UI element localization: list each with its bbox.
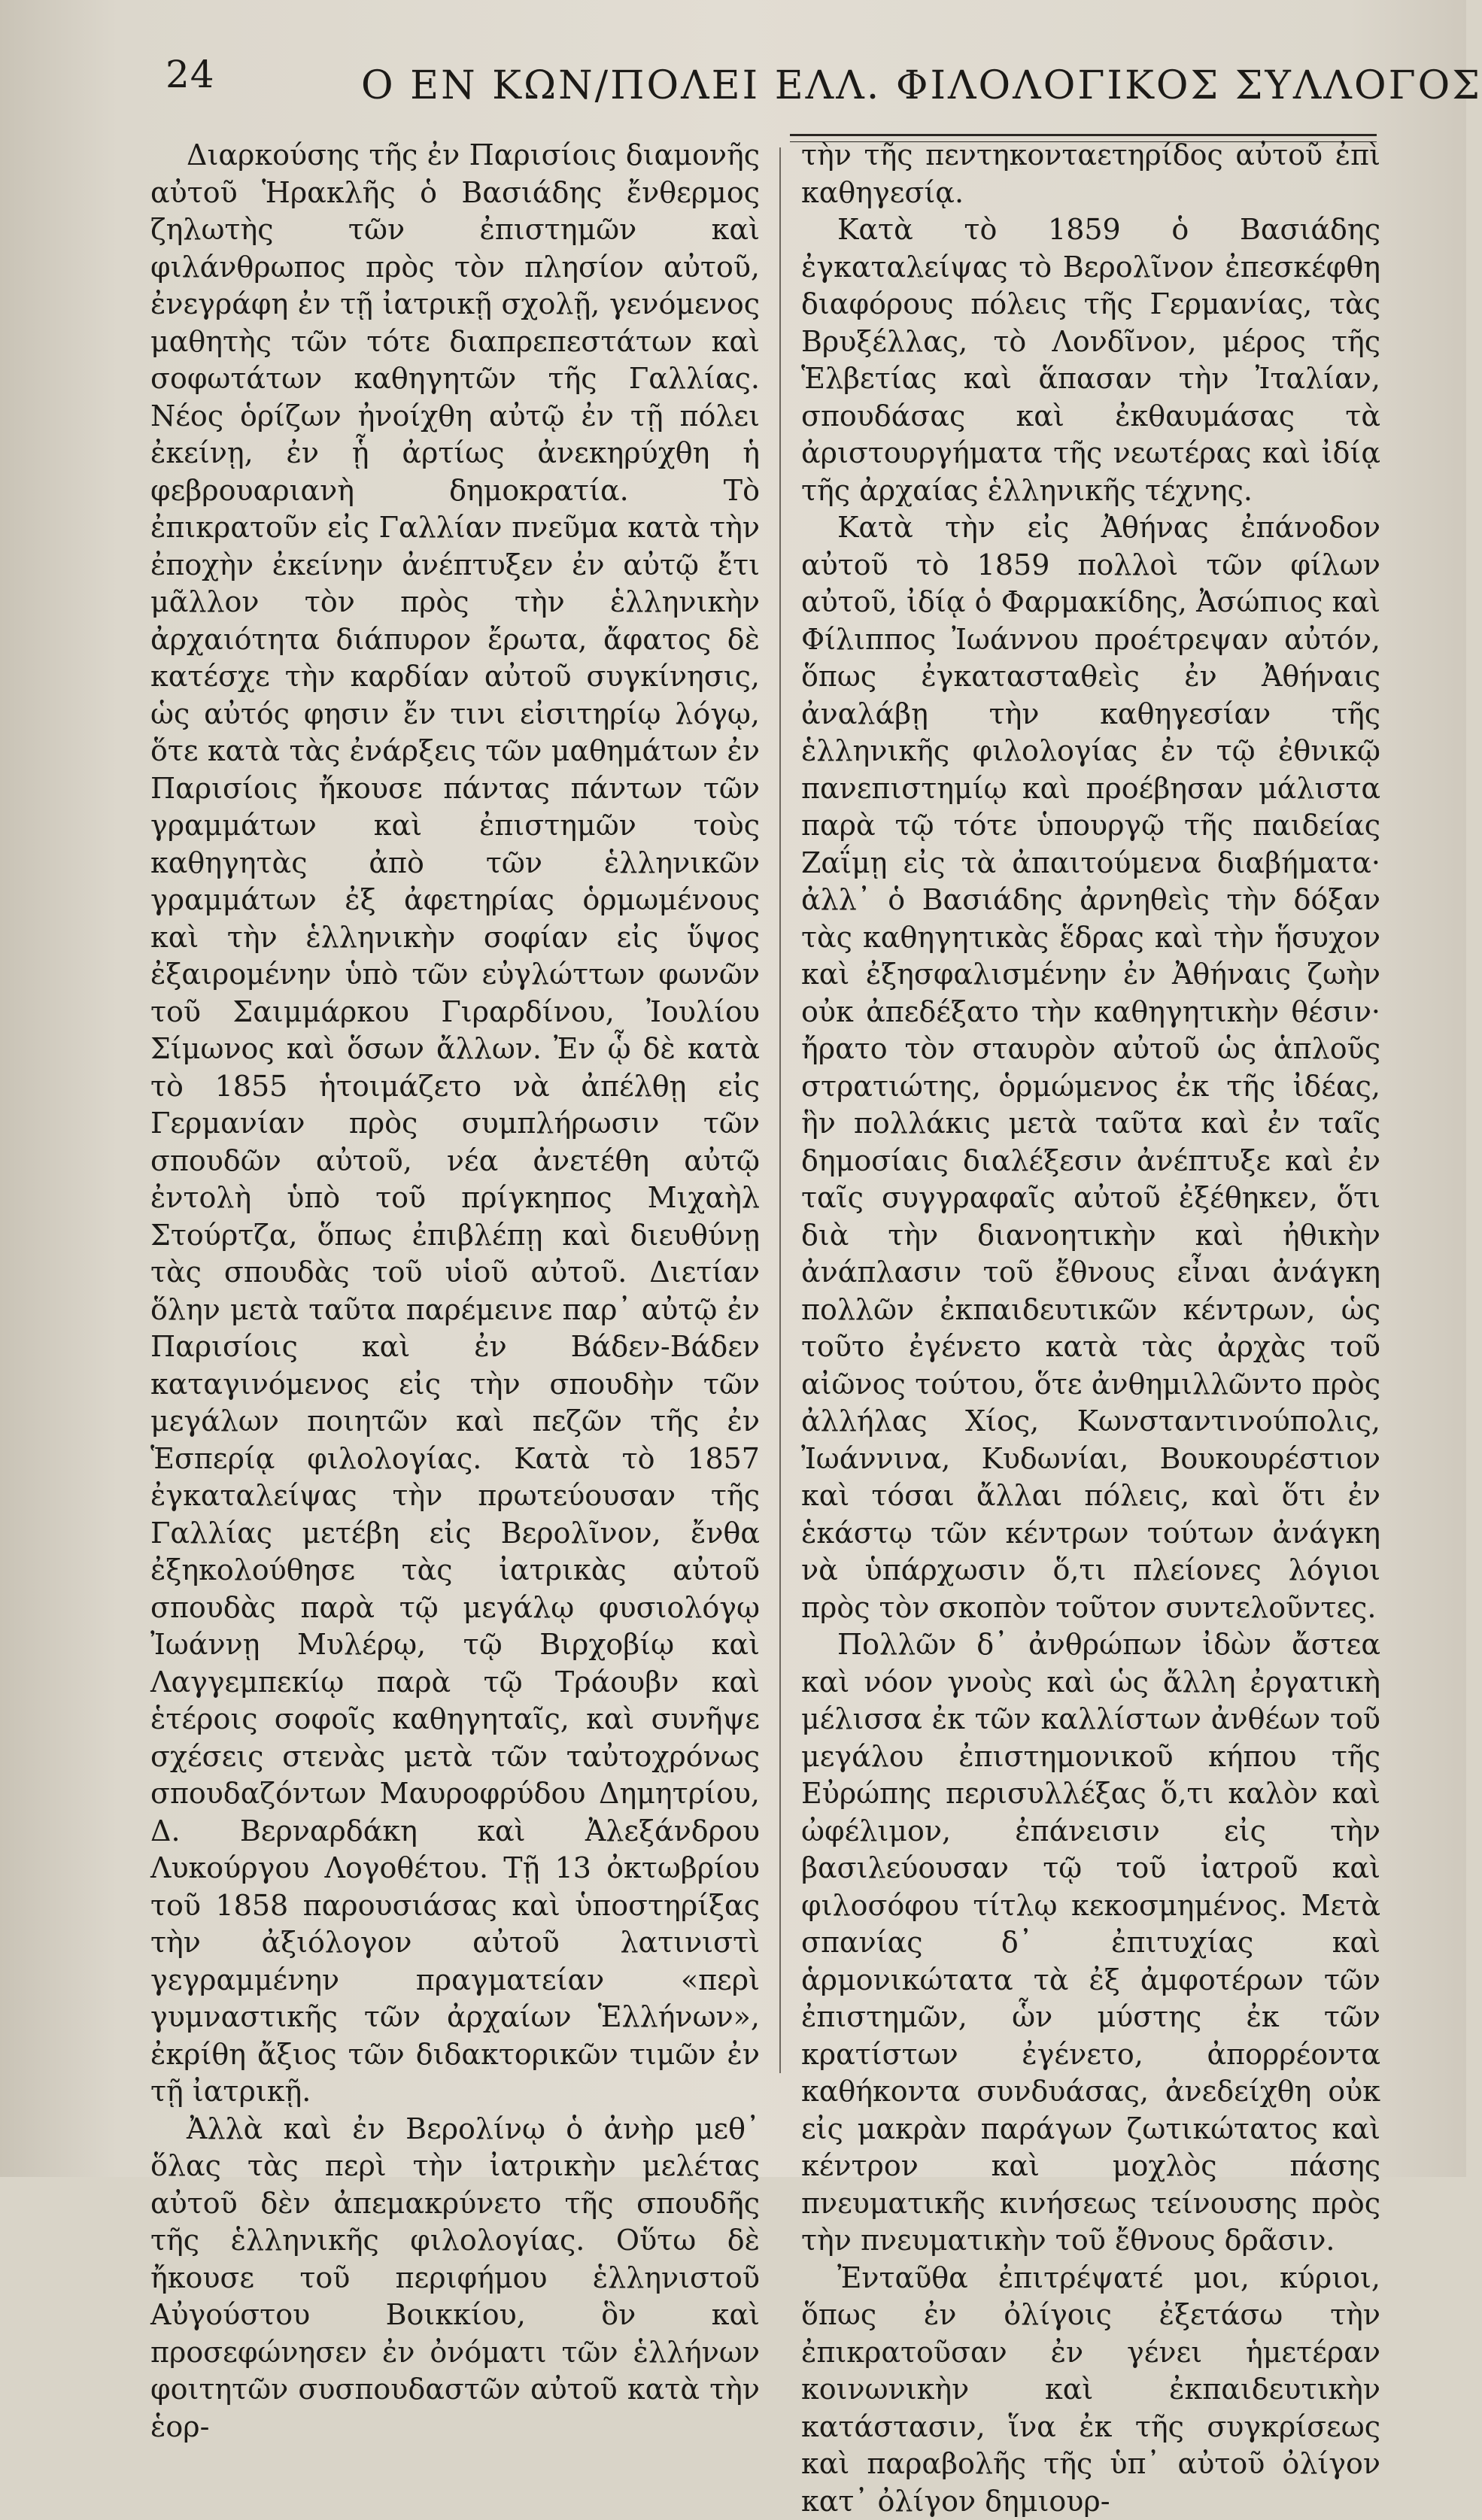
page-header	[150, 53, 1444, 120]
right-paragraph-5: Ἐνταῦθα ἐπιτρέψατέ μοι, κύριοι, ὅπως ἐν ὀλίγοις ἐξετάσω τὴν ἐπικρατοῦσαν ἐν γένει ἡμετέραν κοινωνικὴν καὶ ἐκπαιδευτικὴν κατάστασιν, ἵνα ἐκ τῆς συγκρίσεως καὶ παραβολῆς τῆς ὑπ᾿ αὐτοῦ ὀλίγον κατ᾿ ὀλίγον δημιουρ-	[801, 2260, 1380, 2520]
header-rule	[790, 134, 1377, 136]
left-paragraph-1: Διαρκούσης τῆς ἐν Παρισίοις διαμονῆς αὐτοῦ Ἡρακλῆς ὁ Βασιάδης ἔνθερμος ζηλωτὴς τῶν ἐπιστημῶν καὶ φιλάνθρωπος πρὸς τὸν πλησίον αὐτοῦ, ἐνεγράφη ἐν τῇ ἰατρικῇ σχολῇ, γενόμενος μαθητὴς τῶν τότε διαπρεπεστάτων καὶ σοφωτάτων καθηγητῶν τῆς Γαλλίας. Νέος ὁρίζων ἠνοίχθη αὐτῷ ἐν τῇ πόλει ἐκείνῃ, ἐν ᾗ ἀρτίως ἀνεκηρύχθη ἡ φεβρουαριανὴ δημοκρατία. Τὸ ἐπικρατοῦν εἰς Γαλλίαν πνεῦμα κατὰ τὴν ἐποχὴν ἐκείνην ἀνέπτυξεν ἐν αὐτῷ ἔτι μᾶλλον τὸν πρὸς τὴν ἑλληνικὴν ἀρχαιότητα διάπυρον ἔρωτα, ἄφατος δὲ κατέσχε τὴν καρδίαν αὐτοῦ συγκίνησις, ὡς αὐτός φησιν ἔν τινι εἰσιτηρίῳ λόγῳ, ὅτε κατὰ τὰς ἐνάρξεις τῶν μαθημάτων ἐν Παρισίοις ἤκουσε πάντας πάντων τῶν γραμμάτων καὶ ἐπιστημῶν τοὺς καθηγητὰς ἀπὸ τῶν ἑλληνικῶν γραμμάτων ἐξ ἀφετηρίας ὁρμωμένους καὶ τὴν ἑλληνικὴν σοφίαν εἰς ὕψος ἐξαιρομένην ὑπὸ τῶν εὐγλώττων φωνῶν τοῦ Σαιμμάρκου Γιραρδίνου, Ἰουλίου Σίμωνος καὶ ὅσων ἄλλων. Ἐν ᾧ δὲ κατὰ τὸ 1855 ἡτοιμάζετο νὰ ἀπέλθῃ εἰς Γερμανίαν πρὸς συμπλήρωσιν τῶν σπουδῶν αὐτοῦ, νέα ἀνετέθη αὐτῷ ἐντολὴ ὑπὸ τοῦ πρίγκηπος Μιχαὴλ Στούρτζα, ὅπως ἐπιβλέπῃ καὶ διευθύνῃ τὰς σπουδὰς τοῦ υἱοῦ αὐτοῦ. Διετίαν ὅλην μετὰ ταῦτα παρέμεινε παρ᾿ αὐτῷ ἐν Παρισίοις καὶ ἐν Βάδεν-Βάδεν καταγινόμενος εἰς τὴν σπουδὴν τῶν μεγάλων ποιητῶν καὶ πεζῶν τῆς ἐν Ἑσπερίᾳ φιλολογίας. Κατὰ τὸ 1857 ἐγκαταλείψας τὴν πρωτεύουσαν τῆς Γαλλίας μετέβη εἰς Βερολῖνον, ἔνθα ἐξηκολούθησε τὰς ἰατρικὰς αὐτοῦ σπουδὰς παρὰ τῷ μεγάλῳ φυσιολόγῳ Ἰωάννῃ Μυλέρῳ, τῷ Βιρχοβίῳ καὶ Λαγγεμπεκίῳ παρὰ τῷ Τράουβν καὶ ἑτέροις σοφοῖς καθηγηταῖς, καὶ συνῆψε σχέσεις στενὰς μετὰ τῶν ταὐτοχρόνως σπουδαζόντων Μαυροφρύδου Δημητρίου, Δ. Βερναρδάκη καὶ Ἀλεξάνδρου Λυκούργου Λογοθέτου. Τῇ 13 ὀκτωβρίου τοῦ 1858 παρουσιάσας καὶ ὑποστηρίξας τὴν ἀξιόλογον αὐτοῦ λατινιστὶ γεγραμμένην πραγματείαν «περὶ γυμναστικῆς τῶν ἀρχαίων Ἑλλήνων», ἐκρίθη ἄξιος τῶν διδακτορικῶν τιμῶν ἐν τῇ ἰατρικῇ.	[150, 137, 760, 2111]
right-column	[801, 137, 1380, 2520]
left-column	[150, 137, 760, 2446]
right-paragraph-3: Κατὰ τὴν εἰς Ἀθήνας ἐπάνοδον αὐτοῦ τὸ 1859 πολλοὶ τῶν φίλων αὐτοῦ, ἰδίᾳ ὁ Φαρμακίδης, Ἀσώπιος καὶ Φίλιππος Ἰωάννου προέτρεψαν αὐτόν, ὅπως ἐγκατασταθεὶς ἐν Ἀθήναις ἀναλάβῃ τὴν καθηγεσίαν τῆς ἑλληνικῆς φιλολογίας ἐν τῷ ἐθνικῷ πανεπιστημίῳ καὶ προέβησαν μάλιστα παρὰ τῷ τότε ὑπουργῷ τῆς παιδείας Ζαΐμῃ εἰς τὰ ἀπαιτούμενα διαβήματα· ἀλλ᾿ ὁ Βασιάδης ἀρνηθεὶς τὴν δόξαν τὰς καθηγητικὰς ἕδρας καὶ τὴν ἥσυχον καὶ ἐξησφαλισμένην ἐν Ἀθήναις ζωὴν οὐκ ἀπεδέξατο τὴν καθηγητικὴν θέσιν· ἤρατο τὸν σταυρὸν αὐτοῦ ὡς ἁπλοῦς στρατιώτης, ὁρμώμενος ἐκ τῆς ἰδέας, ἣν πολλάκις μετὰ ταῦτα καὶ ἐν ταῖς δημοσίαις διαλέξεσιν ἀνέπτυξε καὶ ἐν ταῖς συγγραφαῖς αὐτοῦ ἐξέθηκεν, ὅτι διὰ τὴν διανοητικὴν καὶ ἠθικὴν ἀνάπλασιν τοῦ ἔθνους εἶναι ἀνάγκη πολλῶν ἐκπαιδευτικῶν κέντρων, ὡς τοῦτο ἐγένετο κατὰ τὰς ἀρχὰς τοῦ αἰῶνος τούτου, ὅτε ἀνθημιλλῶντο πρὸς ἀλλήλας Χίος, Κωνσταντινούπολις, Ἰωάννινα, Κυδωνίαι, Βουκουρέστιον καὶ τόσαι ἄλλαι πόλεις, καὶ ὅτι ἐν ἑκάστῳ τῶν κέντρων τούτων ἀνάγκη νὰ ὑπάρχωσιν ὅ,τι πλείονες λόγιοι πρὸς τὸν σκοπὸν τοῦτον συντελοῦντες.	[801, 509, 1380, 1626]
right-paragraph-2: Κατὰ τὸ 1859 ὁ Βασιάδης ἐγκαταλείψας τὸ Βερολῖνον ἐπεσκέφθη διαφόρους πόλεις τῆς Γερμανίας, τὰς Βρυξέλλας, τὸ Λονδῖνον, μέρος τῆς Ἑλβετίας καὶ ἅπασαν τὴν Ἰταλίαν, σπουδάσας καὶ ἐκθαυμάσας τὰ ἀριστουργήματα τῆς νεωτέρας καὶ ἰδίᾳ τῆς ἀρχαίας ἑλληνικῆς τέχνης.	[801, 211, 1380, 509]
right-paragraph-4: Πολλῶν δ᾿ ἀνθρώπων ἰδὼν ἄστεα καὶ νόον γνοὺς καὶ ὡς ἄλλη ἐργατικὴ μέλισσα ἐκ τῶν καλλίστων ἀνθέων τοῦ μεγάλου ἐπιστημονικοῦ κήπου τῆς Εὐρώπης περισυλλέξας ὅ,τι καλὸν καὶ ὠφέλιμον, ἐπάνεισιν εἰς τὴν βασιλεύουσαν τῷ τοῦ ἰατροῦ καὶ φιλοσόφου τίτλῳ κεκοσμημένος. Μετὰ σπανίας δ᾿ ἐπιτυχίας καὶ ἁρμονικώτατα τὰ ἐξ ἀμφοτέρων τῶν ἐπιστημῶν, ὧν μύστης ἐκ τῶν κρατίστων ἐγένετο, ἀπορρέοντα καθήκοντα συνδυάσας, ἀνεδείχθη οὐκ εἰς μακρὰν παράγων ζωτικώτατος καὶ κέντρον καὶ μοχλὸς πάσης πνευματικῆς κινήσεως τείνουσης πρὸς τὴν πνευματικὴν τοῦ ἔθνους δρᾶσιν.	[801, 1626, 1380, 2260]
left-paragraph-2: Ἀλλὰ καὶ ἐν Βερολίνῳ ὁ ἀνὴρ μεθ᾿ ὅλας τὰς περὶ τὴν ἰατρικὴν μελέτας αὐτοῦ δὲν ἀπεμακρύνετο τῆς σπουδῆς τῆς ἑλληνικῆς φιλολογίας. Οὕτω δὲ ἤκουσε τοῦ περιφήμου ἑλληνιστοῦ Αὐγούστου Βοικκίου, ὃν καὶ προσεφώνησεν ἐν ὀνόματι τῶν ἑλλήνων φοιτητῶν συσπουδαστῶν αὐτοῦ κατὰ τὴν ἑορ-	[150, 2111, 760, 2446]
running-head: Ο ΕΝ ΚΩΝ/ΠΟΛΕΙ ΕΛΛ. ΦΙΛΟΛΟΓΙΚΟΣ ΣΥΛΛΟΓΟΣ	[361, 63, 1482, 108]
column-divider	[779, 147, 781, 2073]
right-paragraph-1: τὴν τῆς πεντηκονταετηρίδος αὐτοῦ ἐπὶ καθηγεσίᾳ.	[801, 137, 1380, 211]
page-number: 24	[166, 53, 215, 96]
